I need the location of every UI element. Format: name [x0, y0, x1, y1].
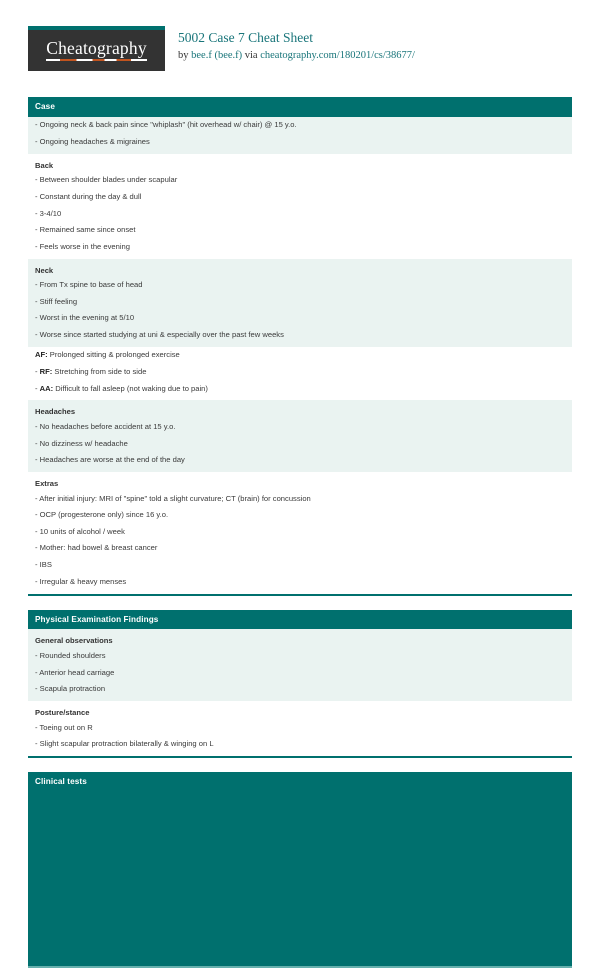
group-subheading: Back — [35, 160, 54, 170]
content-line: - Irregular & heavy menses — [35, 576, 127, 586]
content-group — [28, 629, 572, 701]
content-group — [28, 347, 572, 401]
group-subheading: General observations — [35, 636, 113, 646]
content-line: - Ongoing headaches & migraines — [35, 136, 150, 146]
group-subheading: Headaches — [35, 407, 76, 417]
content-group — [28, 154, 572, 259]
content-line: - 3-4/10 — [35, 208, 62, 218]
content-line: - IBS — [35, 560, 52, 570]
cards-container — [28, 97, 572, 968]
group-subheading: Neck — [35, 265, 54, 275]
card-title: Clinical tests — [28, 772, 572, 792]
content-line: - No headaches before accident at 15 y.o. — [35, 421, 176, 431]
content-line: - Ongoing neck & back pain since "whiplash" (hit overhead w/ chair) @ 15 y.o. — [35, 120, 297, 130]
cheatography-logo[interactable] — [28, 26, 165, 71]
byline — [178, 49, 415, 63]
content-group — [28, 701, 572, 756]
content-group — [28, 400, 572, 472]
content-line: - Scapula protraction — [35, 684, 106, 694]
content-line: - AA: Difficult to fall asleep (not waking due to pain) — [35, 383, 208, 393]
content-line: - Slight scapular protraction bilaterally & winging on L — [35, 739, 214, 749]
content-line: - Feels worse in the evening — [35, 241, 130, 251]
content-line: - Rounded shoulders — [35, 650, 106, 660]
content-line: - Toeing out on R — [35, 722, 93, 732]
content-line: - Remained same since onset — [35, 225, 136, 235]
group-subheading: Posture/stance — [35, 708, 90, 718]
content-line: - Mother: had bowel & breast cancer — [35, 543, 158, 553]
empty-section-body — [28, 792, 572, 966]
content-line: - Stiff feeling — [35, 296, 78, 306]
card — [28, 97, 572, 596]
content-line: - From Tx spine to base of head — [35, 280, 143, 290]
content-group — [28, 259, 572, 347]
content-line: - RF: Stretching from side to side — [35, 366, 147, 376]
content-group — [28, 117, 572, 154]
content-line: - Anterior head carriage — [35, 667, 115, 677]
sheet-url-link[interactable]: cheatography.com/180201/cs/38677/ — [260, 49, 415, 61]
author-link[interactable]: bee.f (bee.f) — [191, 49, 243, 61]
card — [28, 610, 572, 758]
content-line: - Worst in the evening at 5/10 — [35, 313, 135, 323]
content-line: - Between shoulder blades under scapular — [35, 175, 178, 185]
content-line: - No dizziness w/ headache — [35, 438, 128, 448]
byline-via: via — [242, 49, 261, 61]
content-line: - OCP (progesterone only) since 16 y.o. — [35, 510, 169, 520]
page-header — [28, 26, 572, 74]
logo-wordmark: Cheatography — [46, 40, 147, 61]
content-line: - Constant during the day & dull — [35, 191, 142, 201]
content-line: - Headaches are worse at the end of the day — [35, 455, 185, 465]
card-title: Physical Examination Findings — [28, 610, 572, 630]
content-group — [28, 472, 572, 594]
card — [28, 772, 572, 968]
content-line: - 10 units of alcohol / week — [35, 526, 125, 536]
header-titles — [178, 26, 415, 63]
page-title: 5002 Case 7 Cheat Sheet — [178, 30, 313, 45]
byline-prefix: by — [178, 49, 192, 61]
content-line: - Worse since started studying at uni & especially over the past few weeks — [35, 330, 284, 340]
content-line: - After initial injury: MRI of "spine" told a slight curvature; CT (brain) for concussion — [35, 493, 311, 503]
card-title: Case — [28, 97, 572, 117]
content-line: AF: Prolonged sitting & prolonged exercise — [35, 350, 180, 360]
group-subheading: Extras — [35, 479, 59, 489]
